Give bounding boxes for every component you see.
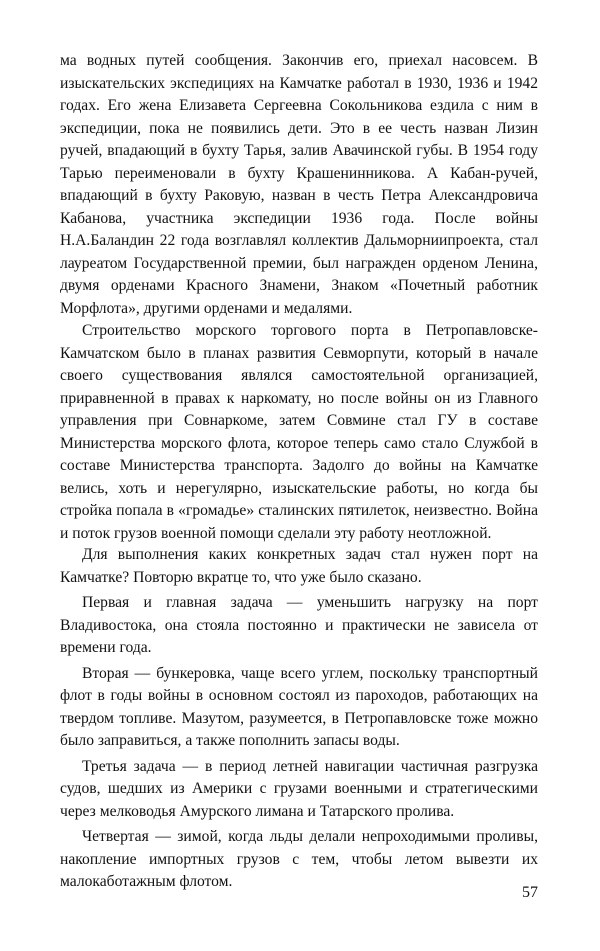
paragraph: ма водных путей сообщения. Закончив его, приехал насовсем. В изыскательских экспедициях на Камчатке работал в 1930, 1936 и 1942 годах. Его жена Елизавета Сергеевна Сокольникова ездила с ним в экспедиции, пока не появились дети. Это в ее честь назван Лизин ручей, впадающий в бухту Тарья, залив Авачинской губы. В 1954 году Тарью переименовали в бухту Крашенинникова. А Кабан-ручей, впадающий в бухту Раковую, назван в честь Петра Александровича Кабанова, участника экспедиции 1936 года. После войны Н.А.Баландин 22 года возглавлял коллектив Дальморниипроекта, стал лауреатом Государственной премии, был награжден орденом Ленина, двумя орденами Красного Знамени, Знаком «Почетный работник Морфлота», другими орденами и медалями. <box>60 52 538 317</box>
paragraph: Третья задача — в период летней навигации частичная разгрузка судов, шедших из Америки с грузами военными и стратегическими через мелководья Амурского лимана и Татарского пролива. <box>60 757 538 820</box>
paragraph: Строительство морского торгового порта в Петропавловске-Камчатском было в планах развития Севморпути, который в начале своего существования являлся самостоятельной организацией, приравненной в правах к наркомату, но после войны он из Главного управления при Совнаркоме, затем Совмине стал ГУ в составе Министерства морского флота, которое теперь само стало Службой в составе Министерства транспорта. Задолго до войны на Камчатке велись, хоть и нерегулярно, изыскательские работы, но когда бы стройка попала в «громадье» сталинских пятилеток, неизвестно. Война и поток грузов военной помощи сделали эту работу неотложной. <box>60 322 538 542</box>
text-section-2 <box>60 320 538 545</box>
paragraph: Для выполнения каких конкретных задач стал нужен порт на Камчатке? Повторю вкратце то, что уже было сказано. <box>60 546 538 586</box>
text-section-3 <box>60 544 538 897</box>
page-number: 57 <box>522 884 538 901</box>
paragraph: Четвертая — зимой, когда льды делали непроходимыми проливы, накопление импортных грузов с тем, чтобы летом вывезти их малокаботажным флотом. <box>60 828 538 890</box>
text-section-1 <box>60 50 538 320</box>
paragraph: Первая и главная задача — уменьшить нагрузку на порт Владивостока, она стояла постоянно и практически не зависела от времени года. <box>60 594 538 656</box>
paragraph: Вторая — бункеровка, чаще всего углем, поскольку транспортный флот в годы войны в основном состоял из пароходов, работающих на твердом топливе. Мазутом, разумеется, в Петропавловске тоже можно было заправиться, а также пополнить запасы воды. <box>60 664 538 749</box>
